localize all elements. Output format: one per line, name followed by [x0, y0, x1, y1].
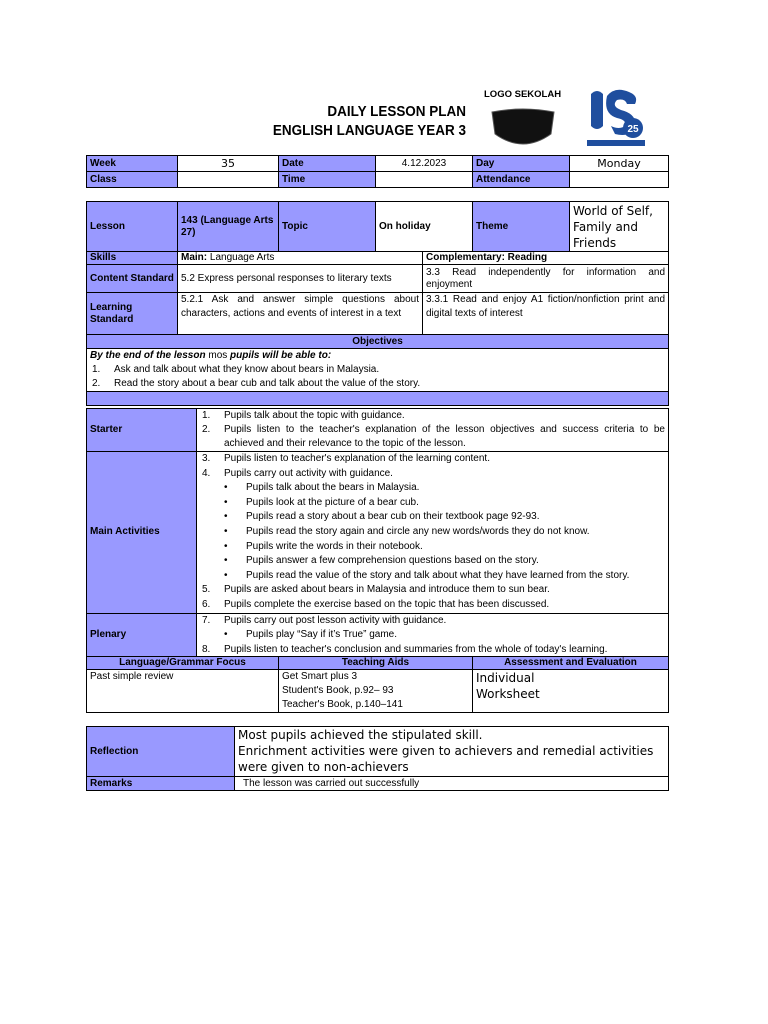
bullet-text: Pupils read the story again and circle any new words/words they do not know.: [246, 525, 590, 537]
teaching-aid-item: Teacher's Book, p.140–141: [282, 699, 403, 710]
reflection-table: [86, 726, 669, 791]
activity-text: Pupils listen to teacher's explanation of the learning content.: [224, 453, 490, 464]
bullet-text: Pupils play “Say if it’s True” game.: [246, 629, 397, 641]
objectives-cell: [87, 349, 669, 392]
plenary-cell: [197, 613, 669, 658]
activity-bullet: [200, 496, 665, 511]
plenary-number: 7.: [202, 614, 211, 626]
remarks-value: The lesson was carried out successfully: [235, 777, 669, 791]
skills-main-label: Main:: [181, 252, 208, 263]
day-value: Monday: [570, 156, 669, 172]
bullet-text: Pupils read a story about a bear cub on their textbook page 92-93.: [246, 511, 540, 523]
objective-text: Ask and talk about what they know about bears in Malaysia.: [114, 364, 380, 375]
activity-item: [200, 452, 665, 467]
activity-bullet: [200, 481, 665, 496]
objectives-intro-b: mos: [208, 350, 228, 361]
activity-number: 4.: [202, 467, 211, 479]
emblem-logo-icon: [585, 86, 647, 152]
attendance-value: [570, 172, 669, 188]
school-shield-logo: [489, 108, 557, 150]
skills-main: [178, 252, 423, 265]
activity-bullet: [200, 569, 665, 584]
activities-table: [86, 408, 669, 658]
starter-cell: [197, 409, 669, 452]
title-line1: DAILY LESSON PLAN: [327, 104, 466, 120]
starter-item: [200, 409, 665, 423]
teaching-aid-item: Get Smart plus 3: [282, 671, 358, 682]
info-table: [86, 155, 669, 188]
theme-label: Theme: [473, 202, 570, 252]
class-value: [178, 172, 279, 188]
activity-bullet: [200, 554, 665, 569]
assessment-cell: [473, 670, 669, 713]
main-activities-cell: [197, 452, 669, 614]
bullet-icon: •: [224, 629, 228, 641]
activity-number: 5.: [202, 584, 211, 596]
objectives-intro: [90, 349, 665, 363]
content-standard-main: 5.2 Express personal responses to literary texts: [178, 265, 423, 293]
objective-item: [90, 377, 665, 391]
activity-item: [200, 598, 665, 613]
skills-main-value: Language Arts: [209, 252, 275, 263]
plenary-bullet: [200, 628, 665, 643]
assessment-item: Worksheet: [476, 687, 540, 701]
bullet-text: Pupils answer a few comprehension questions based on the story.: [246, 555, 539, 567]
bullet-text: Pupils write the words in their notebook.: [246, 540, 423, 552]
plenary-text: Pupils listen to teacher's conclusion and summaries from the whole of today's learning.: [224, 643, 608, 655]
objectives-intro-c: pupils will be able to:: [230, 350, 332, 361]
title-line2: ENGLISH LANGUAGE YEAR 3: [272, 123, 466, 139]
bullet-text: Pupils talk about the bears in Malaysia.: [246, 482, 420, 494]
activity-number: 6.: [202, 598, 211, 610]
lesson-value: 143 (Language Arts 27): [178, 202, 279, 252]
reflection-label: Reflection: [87, 727, 235, 777]
activity-bullet: [200, 525, 665, 540]
objectives-spacer-row: [87, 392, 669, 406]
emblem-number: 25: [627, 124, 639, 135]
reflection-line: were given to non-achievers: [238, 760, 409, 774]
starter-number: 2.: [202, 424, 211, 435]
lesson-label: Lesson: [87, 202, 178, 252]
learning-standard-main: 5.2.1 Ask and answer simple questions about characters, actions and events of interest in a text: [178, 293, 423, 335]
activity-number: 3.: [202, 453, 211, 464]
grammar-focus-header: Language/Grammar Focus: [87, 657, 279, 670]
attendance-label: Attendance: [473, 172, 570, 188]
activity-bullet: [200, 510, 665, 525]
teaching-aid-item: Student's Book, p.92– 93: [282, 685, 394, 696]
date-value: 4.12.2023: [376, 156, 473, 172]
lesson-table: [86, 201, 669, 406]
class-label: Class: [87, 172, 178, 188]
topic-value: On holiday: [376, 202, 473, 252]
objective-text: Read the story about a bear cub and talk about the value of the story.: [114, 378, 421, 389]
day-label: Day: [473, 156, 570, 172]
starter-item: [200, 423, 665, 451]
content-standard-comp: 3.3 Read independently for information and enjoyment: [423, 265, 669, 293]
bullet-text: Pupils look at the picture of a bear cub.: [246, 496, 419, 508]
bullet-icon: •: [224, 555, 228, 567]
bullet-icon: •: [224, 525, 228, 537]
grammar-focus-value: Past simple review: [87, 670, 279, 713]
starter-text: Pupils listen to the teacher's explanation of the lesson objectives and success criteria to be achieved and their relevance to the topic of the lesson.: [224, 424, 665, 449]
objective-number: 2.: [92, 378, 101, 389]
activity-text: Pupils complete the exercise based on the topic that has been discussed.: [224, 598, 550, 610]
activity-item: [200, 467, 665, 482]
time-label: Time: [279, 172, 376, 188]
remarks-label: Remarks: [87, 777, 235, 791]
reflection-line: Most pupils achieved the stipulated skill.: [238, 728, 483, 742]
week-value: 35: [178, 156, 279, 172]
bullet-icon: •: [224, 569, 228, 581]
bullet-icon: •: [224, 482, 228, 494]
starter-number: 1.: [202, 410, 211, 421]
reflection-cell: [235, 727, 669, 777]
learning-standard-comp: 3.3.1 Read and enjoy A1 fiction/nonfiction print and digital texts of interest: [423, 293, 669, 335]
assessment-header: Assessment and Evaluation: [473, 657, 669, 670]
starter-label: Starter: [87, 409, 197, 452]
logo-label: LOGO SEKOLAH: [484, 89, 562, 100]
learning-standard-label: Learning Standard: [87, 293, 178, 335]
date-label: Date: [279, 156, 376, 172]
reflection-line: Enrichment activities were given to achievers and remedial activities: [238, 744, 654, 758]
activity-item: [200, 583, 665, 598]
objectives-header: Objectives: [87, 335, 669, 349]
plenary-item: [200, 614, 665, 629]
main-activities-label: Main Activities: [87, 452, 197, 614]
activity-text: Pupils are asked about bears in Malaysia and introduce them to sun bear.: [224, 584, 550, 596]
starter-text: Pupils talk about the topic with guidance.: [224, 410, 405, 421]
bullet-icon: •: [224, 540, 228, 552]
skills-complementary: Complementary: Reading: [423, 252, 669, 265]
assessment-item: Individual: [476, 671, 535, 685]
teaching-aids-header: Teaching Aids: [279, 657, 473, 670]
bullet-icon: •: [224, 511, 228, 523]
theme-value: World of Self, Family and Friends: [570, 202, 669, 252]
activity-text: Pupils carry out activity with guidance.: [224, 467, 393, 479]
activity-bullet: [200, 540, 665, 555]
bullet-icon: •: [224, 496, 228, 508]
week-label: Week: [87, 156, 178, 172]
plenary-number: 8.: [202, 643, 211, 655]
skills-label: Skills: [87, 252, 178, 265]
time-value: [376, 172, 473, 188]
bullet-text: Pupils read the value of the story and talk about what they have learned from the story.: [246, 569, 630, 581]
plenary-text: Pupils carry out post lesson activity with guidance.: [224, 614, 447, 626]
objective-number: 1.: [92, 364, 101, 375]
teaching-aids-cell: [279, 670, 473, 713]
content-standard-label: Content Standard: [87, 265, 178, 293]
topic-label: Topic: [279, 202, 376, 252]
plenary-label: Plenary: [87, 613, 197, 658]
objectives-intro-a: By the end of the lesson: [90, 350, 206, 361]
aids-table: [86, 656, 669, 713]
objective-item: [90, 363, 665, 377]
